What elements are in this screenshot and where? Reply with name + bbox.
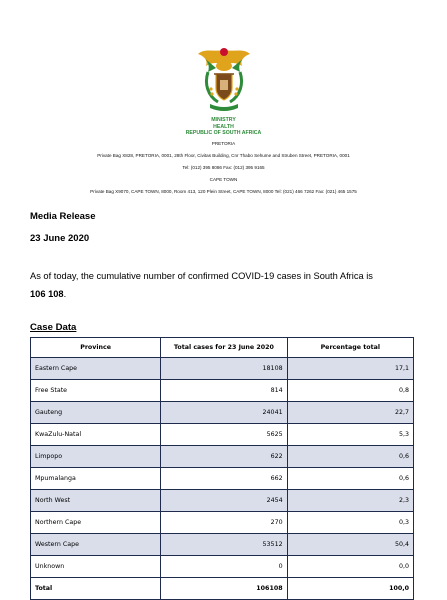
total-cases-figure: 106 108	[30, 289, 64, 299]
cases-cell: 622	[161, 446, 287, 468]
cases-cell: 270	[161, 512, 287, 534]
case-data-title: Case Data	[30, 322, 77, 333]
pretoria-phone: Tel: (012) 395 8086 Fax: (012) 395 9165	[182, 164, 265, 170]
percent-cell: 22,7	[287, 402, 413, 424]
table-row	[31, 534, 414, 556]
ministry-name	[0, 117, 447, 137]
province-cell: KwaZulu-Natal	[31, 424, 161, 446]
province-cell: Western Cape	[31, 534, 161, 556]
cases-cell: 24041	[161, 402, 287, 424]
province-cell: Eastern Cape	[31, 358, 161, 380]
table-row	[31, 512, 414, 534]
province-cell: Limpopo	[31, 446, 161, 468]
capetown-title: CAPE TOWN	[209, 176, 238, 182]
province-cell: Unknown	[31, 556, 161, 578]
cases-cell: 662	[161, 468, 287, 490]
province-cell: Northern Cape	[31, 512, 161, 534]
province-cell: North West	[31, 490, 161, 512]
province-cell: Gauteng	[31, 402, 161, 424]
cases-cell: 53512	[161, 534, 287, 556]
table-row	[31, 424, 414, 446]
table-row	[31, 468, 414, 490]
cases-cell: 18108	[161, 358, 287, 380]
total-row	[31, 578, 414, 600]
pretoria-title: PRETORIA	[211, 140, 236, 146]
percent-cell: 50,4	[287, 534, 413, 556]
column-header-province: Province	[31, 338, 161, 358]
percent-cell: 2,3	[287, 490, 413, 512]
table-row	[31, 358, 414, 380]
province-cell: Mpumalanga	[31, 468, 161, 490]
coat-of-arms-icon	[194, 44, 254, 114]
cases-cell: 814	[161, 380, 287, 402]
intro-period: .	[63, 289, 67, 299]
pretoria-address: Private Bag X828, PRETORIA, 0001, 28th Floor, Civitas Building, Cnr Thabo Sehume and Struben Street, PRETORIA, 0001	[97, 152, 350, 158]
ministry-line: REPUBLIC OF SOUTH AFRICA	[185, 130, 262, 137]
letterhead	[0, 44, 447, 194]
release-date: 23 June 2020	[30, 233, 90, 244]
province-cell: Free State	[31, 380, 161, 402]
percent-cell: 0,6	[287, 446, 413, 468]
percent-cell: 0,3	[287, 512, 413, 534]
intro-paragraph	[30, 267, 420, 303]
table-row	[31, 446, 414, 468]
total-cases-cell: 106108	[161, 578, 287, 600]
table-row	[31, 380, 414, 402]
percent-cell: 0,0	[287, 556, 413, 578]
total-percent-cell: 100,0	[287, 578, 413, 600]
total-label-cell: Total	[31, 578, 161, 600]
percent-cell: 17,1	[287, 358, 413, 380]
column-header-percentage: Percentage total	[287, 338, 413, 358]
table-row	[31, 490, 414, 512]
intro-text: As of today, the cumulative number of confirmed COVID-19 cases in South Africa is	[30, 271, 373, 281]
table-row	[31, 402, 414, 424]
table-row	[31, 556, 414, 578]
percent-cell: 0,8	[287, 380, 413, 402]
column-header-total-cases: Total cases for 23 June 2020	[161, 338, 287, 358]
percent-cell: 0,6	[287, 468, 413, 490]
table-header-row	[31, 338, 414, 358]
percent-cell: 5,3	[287, 424, 413, 446]
case-data-table	[30, 337, 414, 600]
ministry-line: MINISTRY	[211, 117, 236, 123]
media-release-heading: Media Release	[30, 211, 96, 222]
cases-cell: 0	[161, 556, 287, 578]
cases-cell: 5625	[161, 424, 287, 446]
cases-cell: 2454	[161, 490, 287, 512]
capetown-address: Private Bag X9070, CAPE TOWN, 8000, Room 413, 120 Plein Street, CAPE TOWN, 8000 Tel: (021) 466 7262 Fax: (021) 465 1575	[90, 188, 357, 194]
ministry-line: HEALTH	[213, 123, 234, 130]
